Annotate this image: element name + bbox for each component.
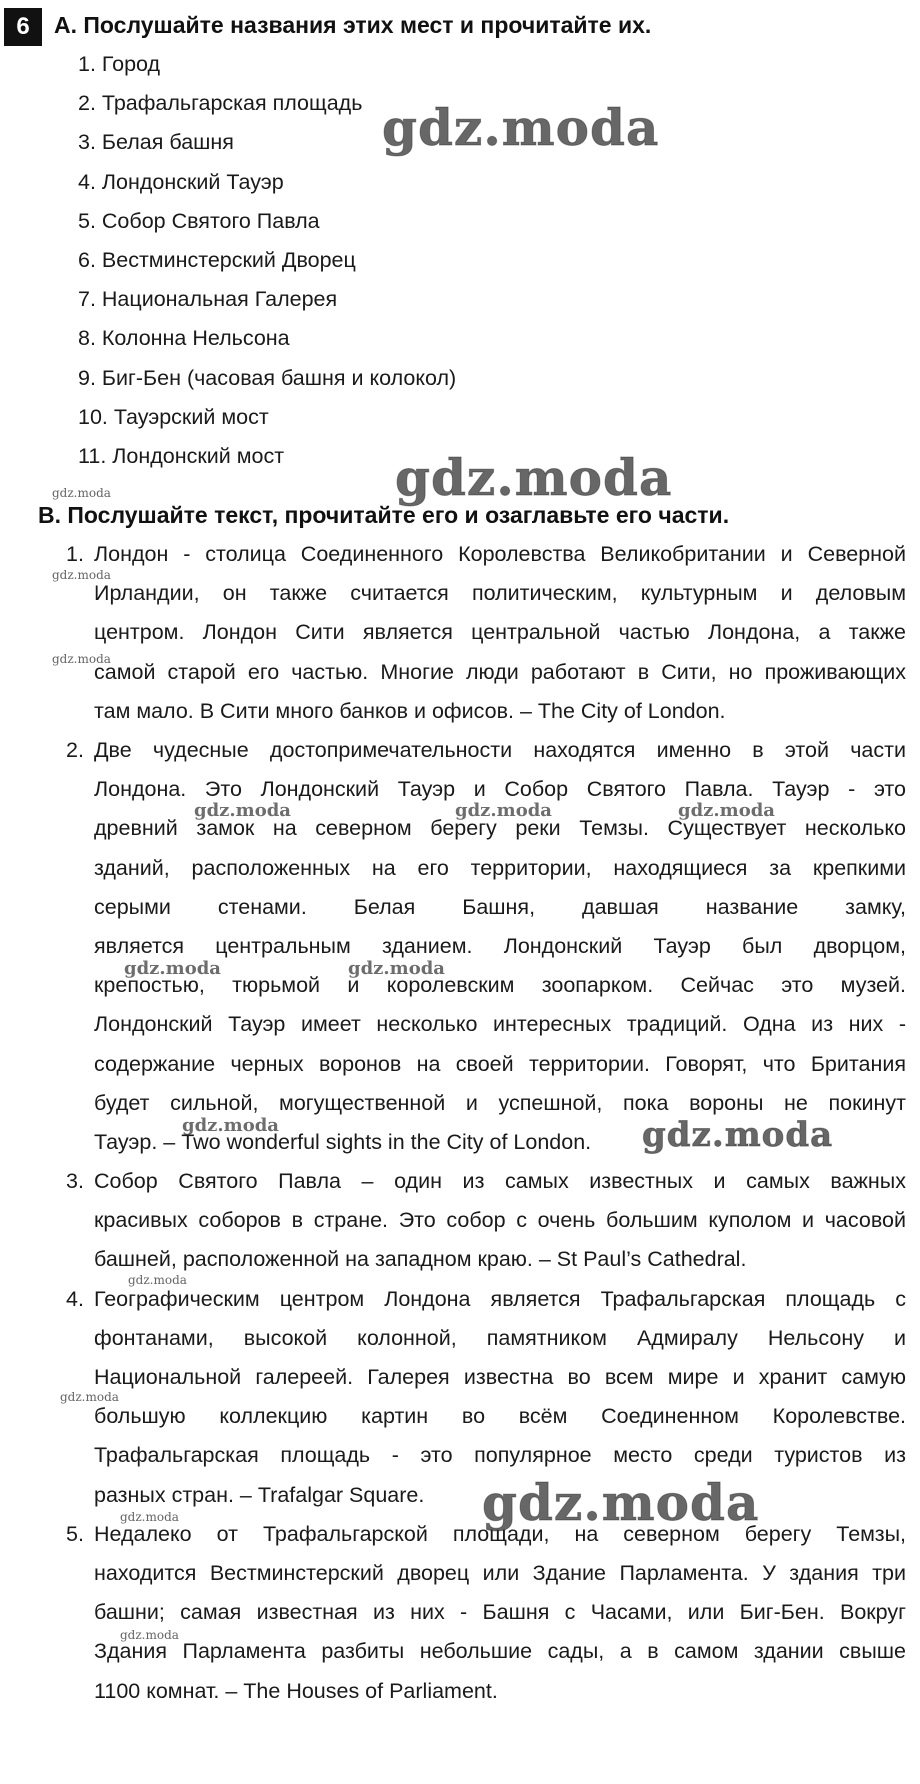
text-line: [66, 731, 906, 770]
list-item: 4. Лондонский Тауэр: [78, 169, 284, 194]
text-line: [66, 1201, 906, 1240]
watermark-tiny: gdz.moda: [120, 1628, 179, 1642]
line-text: 1100 комнат. – The Houses of Parliament.: [94, 1678, 498, 1703]
heading-part-b: B. Послушайте текст, прочитайте его и озаглавьте его части.: [38, 502, 730, 528]
watermark-small: gdz.moda: [124, 958, 221, 979]
text-line: [66, 888, 906, 927]
line-text: разных стран. – Trafalgar Square.: [94, 1482, 425, 1507]
list-item: 7. Национальная Галерея: [78, 287, 338, 312]
watermark-logo: gdz.moda: [482, 1473, 760, 1532]
text-line: [66, 1358, 906, 1397]
list-item: 9. Биг-Бен (часовая башня и колокол): [78, 365, 457, 390]
text-line: [66, 1280, 906, 1319]
text-line: [66, 574, 906, 613]
list-item: 6. Вестминстерский Дворец: [78, 247, 356, 272]
watermark-small: gdz.moda: [182, 1115, 279, 1136]
text-line: [66, 653, 906, 692]
text-line: [66, 1436, 906, 1475]
line-text: Тауэр. – Two wonderful sights in the City of London.: [94, 1129, 592, 1154]
heading-part-a: A. Послушайте названия этих мест и прочитайте их.: [54, 12, 652, 38]
line-text: Ирландии, он также считается политическим, культурным и деловым: [94, 581, 906, 606]
line-text: зданий, расположенных на его территории, находящиеся за крепкими: [94, 855, 906, 880]
watermark-small: gdz.moda: [455, 800, 552, 821]
line-text: находится Вестминстерский дворец или Здание Парламента. У здания три: [94, 1560, 906, 1585]
text-line: [66, 1162, 906, 1201]
text-line: [66, 1240, 906, 1279]
line-text: центром. Лондон Сити является центральной частью Лондона, а также: [94, 620, 906, 645]
text-line: [66, 1397, 906, 1436]
line-text: красивых соборов в стране. Это собор с очень большим куполом и часовой: [94, 1208, 906, 1233]
list-item: 11. Лондонский мост: [78, 443, 285, 468]
watermark-tiny: gdz.moda: [120, 1510, 179, 1524]
watermark-tiny: gdz.moda: [52, 486, 111, 500]
paragraph: [66, 731, 906, 1162]
watermark-small: gdz.moda: [678, 800, 775, 821]
watermark-small: gdz.moda: [348, 958, 445, 979]
line-text: Географическим центром Лондона является Трафальгарская площадь с: [94, 1286, 906, 1311]
list-item: 3. Белая башня: [78, 130, 234, 155]
watermark-logo: gdz.moda: [642, 1115, 834, 1155]
paragraph: [66, 1162, 906, 1280]
list-item: 2. Трафальгарская площадь: [78, 91, 363, 116]
paragraph-number: 3.: [66, 1169, 84, 1194]
line-text: Трафальгарская площадь - это популярное место среди туристов из: [94, 1443, 906, 1468]
paragraph: [66, 535, 906, 731]
line-text: серыми стенами. Белая Башня, давшая название замку,: [94, 894, 906, 919]
text-line: [66, 1671, 906, 1710]
watermark-tiny: gdz.moda: [52, 568, 111, 582]
text-line: [66, 1044, 906, 1083]
line-text: большую коллекцию картин во всём Соединенном Королевстве.: [94, 1404, 906, 1429]
line-text: Лондона. Это Лондонский Тауэр и Собор Святого Павла. Тауэр - это: [94, 777, 906, 802]
text-line: [66, 613, 906, 652]
list-item: 1. Город: [78, 52, 161, 76]
line-text: Две чудесные достопримечательности находятся именно в этой части: [94, 738, 906, 763]
text-line: [66, 535, 906, 574]
paragraph-number: 5.: [66, 1521, 84, 1546]
line-text: самой старой его частью. Многие люди работают в Сити, но проживающих: [94, 659, 906, 684]
watermark-tiny: gdz.moda: [52, 652, 111, 666]
line-text: Лондонский Тауэр имеет несколько интересных традиций. Одна из них -: [94, 1012, 906, 1037]
line-text: Недалеко от Трафальгарской площади, на северном берегу Темзы,: [94, 1521, 906, 1546]
line-text: древний замок на северном берегу реки Темзы. Существует несколько: [94, 816, 906, 841]
line-text: Собор Святого Павла – один из самых известных и самых важных: [94, 1169, 906, 1194]
list-item: 10. Тауэрский мост: [78, 404, 269, 429]
watermark-small: gdz.moda: [194, 800, 291, 821]
line-text: башни; самая известная из них - Башня с Часами, или Биг-Бен. Вокруг: [94, 1600, 906, 1625]
list-item: 8. Колонна Нельсона: [78, 326, 290, 351]
text-line: [66, 1005, 906, 1044]
line-text: Национальной галереей. Галерея известна во всем мире и хранит самую: [94, 1365, 906, 1390]
line-text: фонтанами, высокой колонной, памятником Адмиралу Нельсону и: [94, 1325, 906, 1350]
paragraph-number: 1.: [66, 542, 84, 567]
paragraph-number: 2.: [66, 738, 84, 763]
text-line: [66, 1593, 906, 1632]
paragraph: [66, 1515, 906, 1711]
watermark-tiny: gdz.moda: [128, 1273, 187, 1287]
text-line: [66, 1554, 906, 1593]
watermark-logo: gdz.moda: [395, 448, 673, 507]
task-number-badge: 6: [4, 8, 42, 46]
line-text: является центральным зданием. Лондонский Тауэр был дворцом,: [94, 933, 906, 958]
watermark-tiny: gdz.moda: [60, 1390, 119, 1404]
line-text: содержание черных воронов на своей территории. Говорят, что Британия: [94, 1051, 906, 1076]
text-line: [66, 849, 906, 888]
line-text: Здания Парламента разбиты небольшие сады, а в самом здании свыше: [94, 1639, 906, 1664]
line-text: башней, расположенной на западном краю. – St Paul’s Cathedral.: [94, 1247, 747, 1272]
list-item: 5. Собор Святого Павла: [78, 208, 320, 233]
line-text: будет сильной, могущественной и успешной, пока вороны не покинут: [94, 1090, 906, 1115]
line-text: Лондон - столица Соединенного Королевства Великобритании и Северной: [94, 542, 906, 567]
line-text: там мало. В Сити много банков и офисов. – The City of London.: [94, 698, 726, 723]
text-line: [66, 1319, 906, 1358]
watermark-logo: gdz.moda: [382, 98, 660, 157]
line-text: крепостью, тюрьмой и королевским зоопарком. Сейчас это музей.: [94, 973, 906, 998]
paragraph-number: 4.: [66, 1286, 84, 1311]
text-line: [66, 692, 906, 731]
text-line: [66, 1632, 906, 1671]
